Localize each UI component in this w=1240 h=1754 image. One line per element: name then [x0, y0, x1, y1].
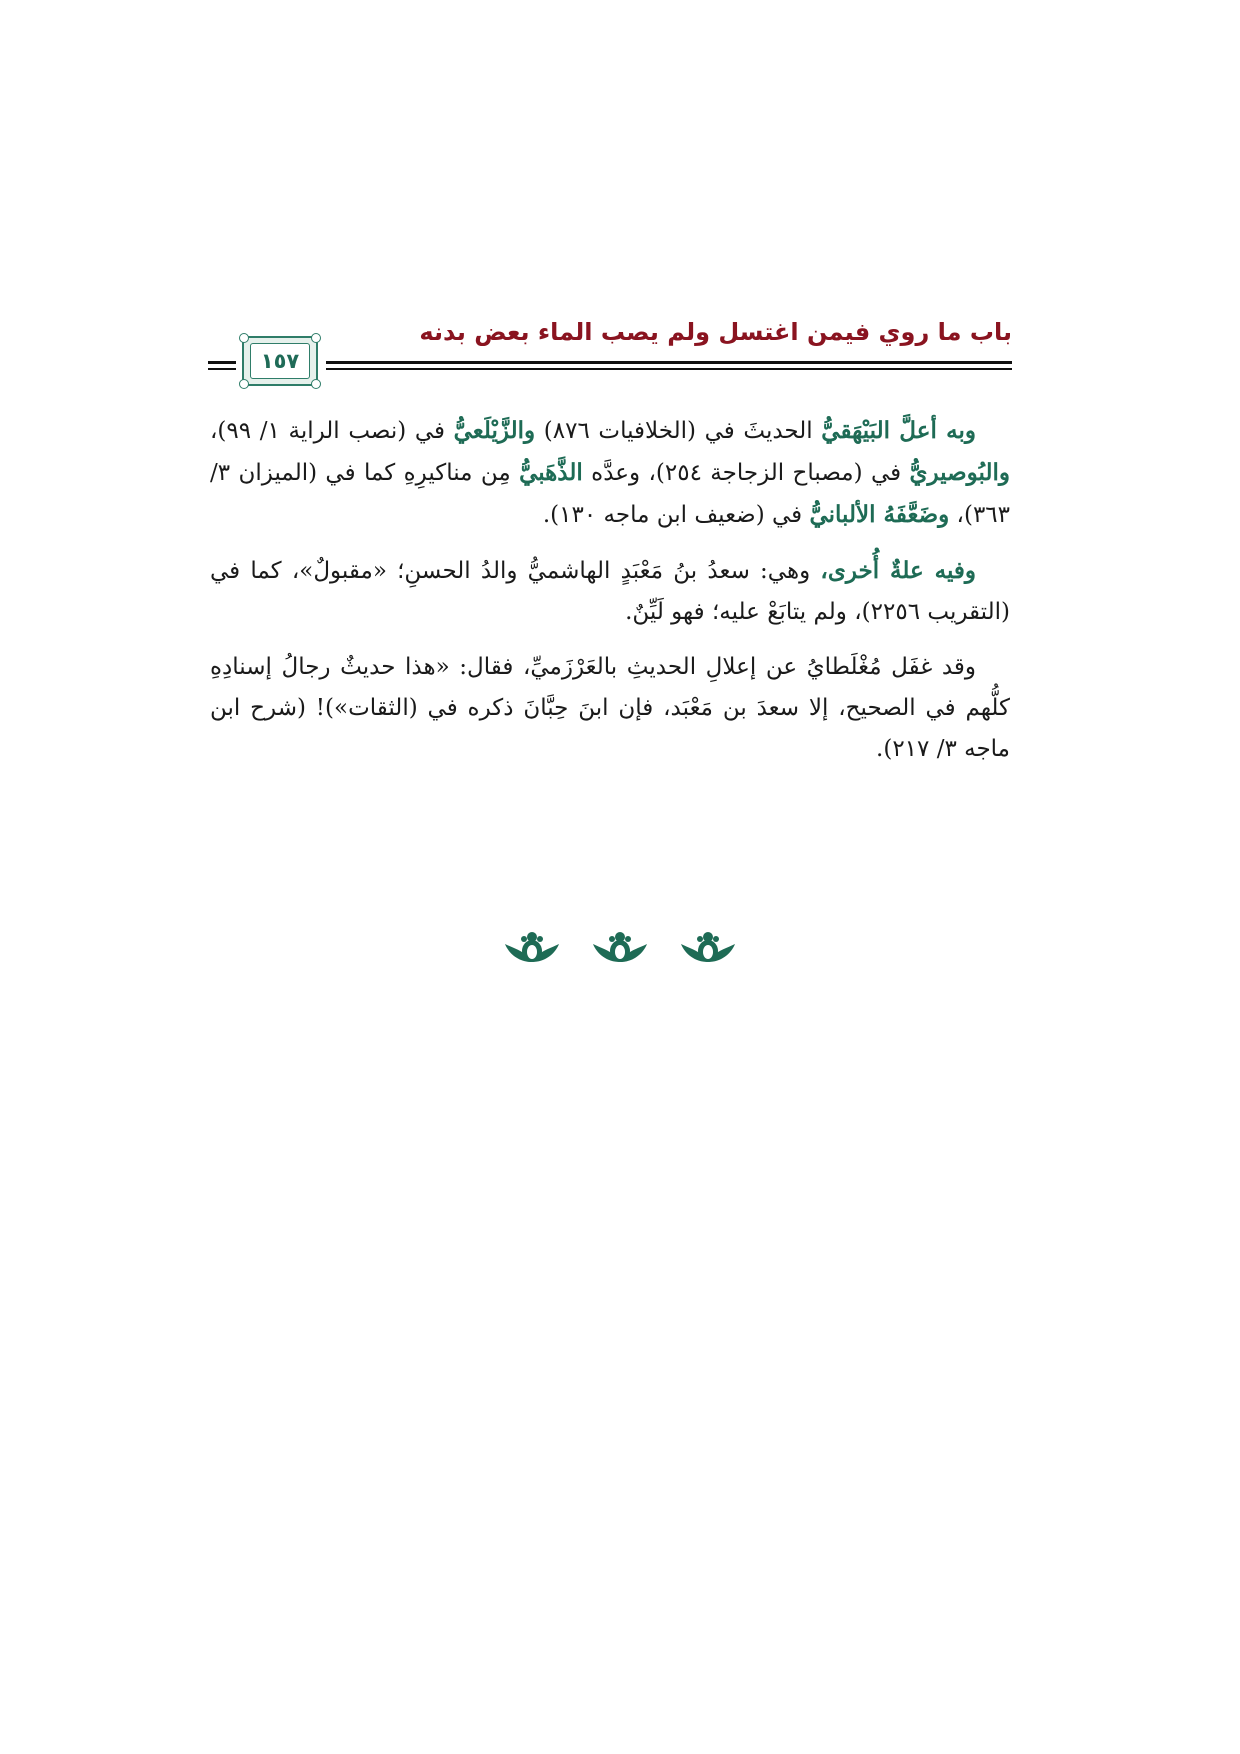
- badge-corner-ornament-icon: [239, 333, 249, 343]
- highlighted-term: والبُوصيريُّ: [909, 459, 1010, 486]
- text-segment: في (مصباح الزجاجة ٢٥٤)، وعدَّه: [582, 460, 910, 486]
- highlighted-term: والزَّيْلَعيُّ: [453, 417, 536, 444]
- section-end-ornaments: [0, 930, 1240, 964]
- page-body: [210, 410, 1010, 784]
- page-number: ١٥٧: [250, 343, 310, 379]
- paragraph: [210, 410, 1010, 536]
- header-rule-top-right: [326, 361, 1012, 364]
- page-number-badge: [242, 336, 318, 386]
- page-header: [208, 318, 1012, 390]
- highlighted-term: الذَّهَبيُّ: [519, 459, 583, 486]
- badge-corner-ornament-icon: [239, 379, 249, 389]
- flower-ornament-icon: [679, 930, 737, 964]
- header-rule-bottom-right: [326, 368, 1012, 370]
- text-segment: مِن مناكيرِهِ كما في (الميزان ٣/ ٣٦٣)،: [210, 460, 1010, 528]
- chapter-title: باب ما روي فيمن اغتسل ولم يصب الماء بعض بدنه: [419, 318, 1012, 346]
- header-rule-bottom-left: [208, 368, 236, 370]
- highlighted-term: وبه أعلَّ البَيْهَقيُّ: [821, 417, 976, 444]
- flower-ornament-icon: [503, 930, 561, 964]
- text-segment: وقد غفَل مُغْلَطايُ عن إعلالِ الحديثِ بالعَرْزَميِّ، فقال: «هذا حديثٌ رجالُ إسنادِهِ كلُّهم في الصحيح، إلا سعدَ بن مَعْبَد، فإن ابنَ حِبَّانَ ذكره في (الثقات»)! (شرح ابن ماجه ٣/ ٢١٧).: [210, 654, 1010, 762]
- paragraph: [210, 647, 1010, 770]
- flower-ornament-icon: [591, 930, 649, 964]
- text-segment: في (ضعيف ابن ماجه ١٣٠).: [542, 502, 810, 528]
- highlighted-term: وضَعَّفَهُ الألبانيُّ: [809, 501, 950, 528]
- badge-corner-ornament-icon: [311, 333, 321, 343]
- text-segment: وهي: سعدُ بنُ مَعْبَدٍ الهاشميُّ والدُ الحسنِ؛ «مقبولٌ»، كما في (التقريب ٢٢٥٦)، ولم يتابَعْ عليه؛ فهو لَيِّنٌ.: [210, 558, 1010, 625]
- text-segment: الحديثَ في (الخلافيات ٨٧٦): [535, 418, 822, 444]
- header-rule-top-left: [208, 361, 236, 364]
- highlighted-term: وفيه علةٌ أُخرى،: [820, 557, 976, 584]
- text-segment: في (نصب الراية ١/ ٩٩)،: [210, 418, 454, 444]
- paragraph: [210, 550, 1010, 633]
- badge-corner-ornament-icon: [311, 379, 321, 389]
